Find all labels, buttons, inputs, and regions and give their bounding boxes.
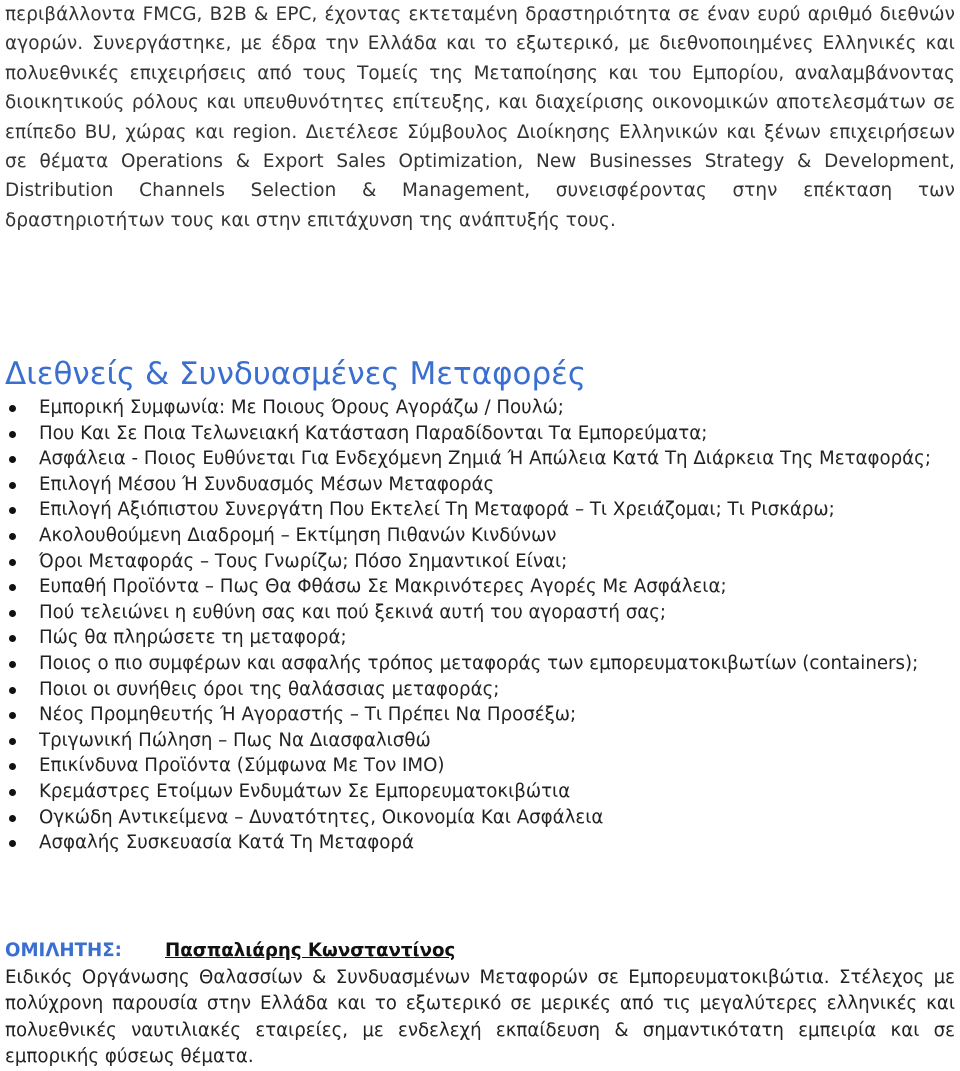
bullet-icon xyxy=(9,635,16,642)
list-item xyxy=(5,600,960,626)
list-item xyxy=(5,779,960,805)
list-item-text: Ασφαλής Συσκευασία Κατά Τη Μεταφορά xyxy=(39,832,414,854)
bullet-icon xyxy=(9,533,16,540)
speaker-name: Πασπαλιάρης Κωνσταντίνος xyxy=(165,940,456,961)
list-item xyxy=(5,677,960,703)
section-title: Διεθνείς & Συνδυασμένες Μεταφορές xyxy=(5,356,587,392)
list-item xyxy=(5,702,960,728)
list-item-text: Ασφάλεια - Ποιος Ευθύνεται Για Ενδεχόμενη Ζημιά Ή Απώλεια Κατά Τη Διάρκεια Της Μεταφοράς; xyxy=(39,448,931,470)
bullet-icon xyxy=(9,584,16,591)
list-item xyxy=(5,446,960,472)
bullet-icon xyxy=(9,840,16,847)
speaker-section xyxy=(5,938,955,1071)
list-item-text: Ποιος ο πιο συμφέρων και ασφαλής τρόπος μεταφοράς των εμπορευματοκιβωτίων (containers); xyxy=(39,652,919,674)
bullet-icon xyxy=(9,763,16,770)
bullet-icon xyxy=(9,815,16,822)
bullet-icon xyxy=(9,789,16,796)
list-item-text: Που Και Σε Ποια Τελωνειακή Κατάσταση Παραδίδονται Τα Εμπορεύματα; xyxy=(39,422,708,444)
list-item-text: Εμπορική Συμφωνία: Με Ποιους Όρους Αγοράζω / Πουλώ; xyxy=(39,397,564,418)
speaker-label: ΟΜΙΛΗΤΗΣ: xyxy=(5,940,122,961)
list-item xyxy=(5,421,960,447)
bullet-icon xyxy=(9,559,16,566)
list-item-text: Πώς θα πληρώσετε τη μεταφορά; xyxy=(39,627,347,649)
bullet-icon xyxy=(9,482,16,489)
list-item xyxy=(5,651,960,677)
list-item-text: Ογκώδη Αντικείμενα – Δυνατότητες, Οικονομία Και Ασφάλεια xyxy=(39,806,604,828)
list-item-text: Επιλογή Μέσου Ή Συνδυασμός Μέσων Μεταφοράς xyxy=(39,473,495,495)
list-item xyxy=(5,728,960,754)
bullet-icon xyxy=(9,507,16,514)
bullet-icon xyxy=(9,661,16,668)
bullet-icon xyxy=(9,738,16,745)
speaker-bio: Ειδικός Οργάνωσης Θαλασσίων & Συνδυασμένων Μεταφορών σε Εμπορευματοκιβώτια. Στέλεχος με πολύχρονη παρουσία στην Ελλάδα και το εξωτερικό σε μερικές από τις μεγαλύτερες ελληνικές και πολυεθνικές ναυτιλιακές εταιρείες, με ενδελεχή εκπαίδευση & σημαντικότατη εμπειρία και σε εμπορικής φύσεως θέματα. xyxy=(5,966,955,1067)
document-page xyxy=(5,0,955,1067)
list-item xyxy=(5,472,960,498)
list-item-text: Ποιοι οι συνήθεις όροι της θαλάσσιας μεταφοράς; xyxy=(39,678,500,700)
bullet-icon xyxy=(9,405,16,412)
list-item-text: Τριγωνική Πώληση – Πως Να Διασφαλισθώ xyxy=(39,729,431,751)
list-item-text: Πού τελειώνει η ευθύνη σας και πού ξεκινά αυτή του αγοραστή σας; xyxy=(39,601,667,623)
list-item xyxy=(5,805,960,831)
list-item xyxy=(5,395,960,421)
list-item-text: Κρεμάστρες Ετοίμων Ενδυμάτων Σε Εμπορευματοκιβώτια xyxy=(39,780,571,802)
topic-list xyxy=(5,395,960,856)
list-item xyxy=(5,549,960,575)
list-item-text: Νέος Προμηθευτής Ή Αγοραστής – Τι Πρέπει Να Προσέξω; xyxy=(39,704,577,726)
list-item-text: Επικίνδυνα Προϊόντα (Σύμφωνα Με Τον IMO) xyxy=(39,755,445,777)
intro-paragraph: περιβάλλοντα FMCG, B2B & EPC, έχοντας εκτεταμένη δραστηριότητα σε έναν ευρύ αριθμό διεθνών αγορών. Συνεργάστηκε, με έδρα την Ελλάδα και το εξωτερικό, με διεθνοποιημένες Ελληνικές και πολυεθνικές επιχειρήσεις από τους Τομείς της Μεταποίησης και του Εμπορίου, αναλαμβάνοντας διοικητικούς ρόλους και υπευθυνότητες επίτευξης, και διαχείρισης οικονομικών αποτελεσμάτων σε επίπεδο BU, χώρας και region. Διετέλεσε Σύμβουλος Διοίκησης Ελληνικών και ξένων επιχειρήσεων σε θέματα Operations & Export Sales Optimization, New Businesses Strategy & Development, Distribution Channels Selection & Management, συνεισφέροντας στην επέκταση των δραστηριοτήτων τους και στην επιτάχυνση της ανάπτυξής τους. xyxy=(5,4,955,231)
list-item xyxy=(5,523,960,549)
bullet-icon xyxy=(9,456,16,463)
bullet-icon xyxy=(9,431,16,438)
list-item xyxy=(5,830,960,856)
list-item xyxy=(5,497,960,523)
bullet-icon xyxy=(9,610,16,617)
list-item-text: Όροι Μεταφοράς – Τους Γνωρίζω; Πόσο Σημαντικοί Είναι; xyxy=(39,550,568,572)
list-item-text: Ακολουθούμενη Διαδρομή – Εκτίμηση Πιθανών Κινδύνων xyxy=(39,524,557,546)
list-item-text: Επιλογή Αξιόπιστου Συνεργάτη Που Εκτελεί Τη Μεταφορά – Τι Χρειάζομαι; Τι Ρισκάρω; xyxy=(39,499,835,521)
list-item-text: Ευπαθή Προϊόντα – Πως Θα Φθάσω Σε Μακρινότερες Αγορές Με Ασφάλεια; xyxy=(39,576,727,598)
bullet-icon xyxy=(9,687,16,694)
list-item xyxy=(5,574,960,600)
speaker-header xyxy=(5,938,955,965)
list-item xyxy=(5,625,960,651)
bullet-icon xyxy=(9,712,16,719)
list-item xyxy=(5,753,960,779)
